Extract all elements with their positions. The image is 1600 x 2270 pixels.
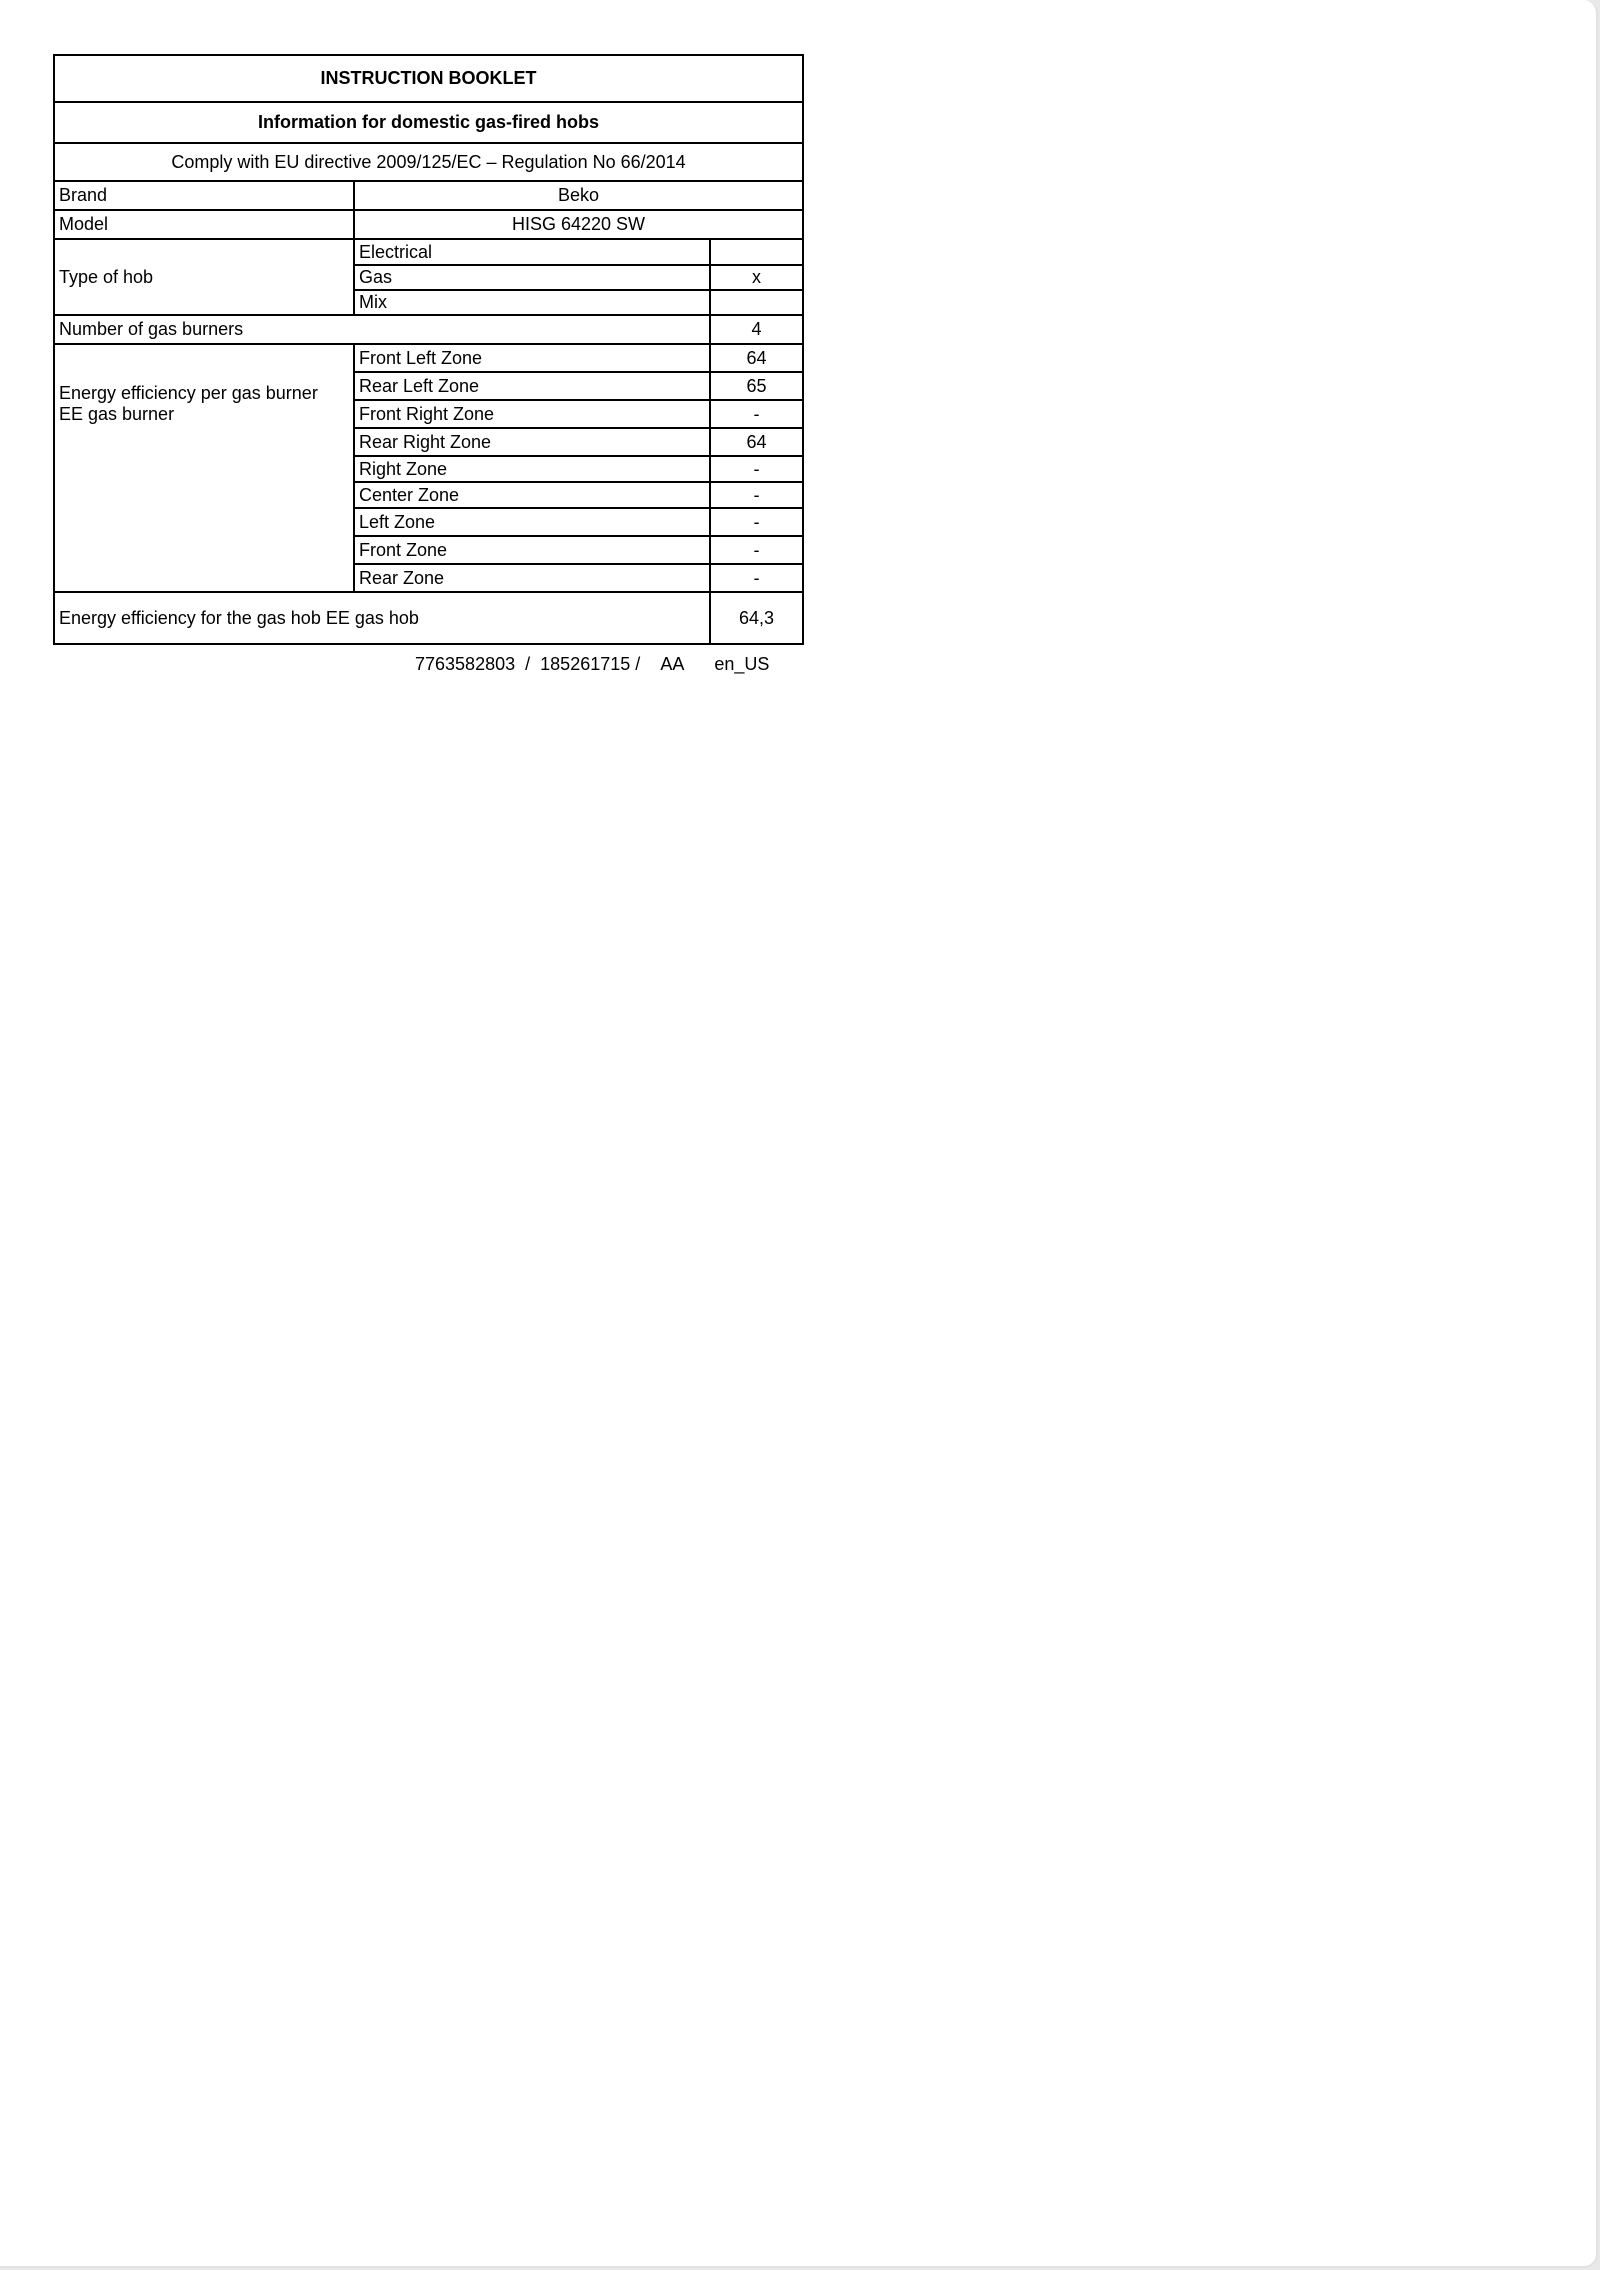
model-value: HISG 64220 SW bbox=[354, 210, 803, 239]
hob-type-option: Gas bbox=[354, 265, 710, 290]
zone-value: - bbox=[710, 400, 803, 428]
efficiency-label bbox=[54, 344, 354, 592]
hob-type-mark bbox=[710, 290, 803, 315]
burners-label: Number of gas burners bbox=[54, 315, 710, 344]
hob-type-option: Mix bbox=[354, 290, 710, 315]
zone-name: Center Zone bbox=[354, 482, 710, 508]
zone-name: Left Zone bbox=[354, 508, 710, 536]
zone-name: Front Left Zone bbox=[354, 344, 710, 372]
zone-name: Front Right Zone bbox=[354, 400, 710, 428]
hob-type-label: Type of hob bbox=[54, 239, 354, 315]
zone-value: - bbox=[710, 536, 803, 564]
hob-type-mark: x bbox=[710, 265, 803, 290]
footer-separator: / bbox=[635, 654, 641, 674]
zone-value: 64 bbox=[710, 344, 803, 372]
brand-value: Beko bbox=[354, 181, 803, 210]
footer-locale: en_US bbox=[714, 654, 770, 674]
footer-code-3: AA bbox=[660, 654, 685, 674]
footer-code-2: 185261715 bbox=[540, 654, 631, 674]
footer-separator: / bbox=[525, 654, 531, 674]
zone-name: Rear Right Zone bbox=[354, 428, 710, 456]
document-footer bbox=[415, 654, 769, 675]
model-label: Model bbox=[54, 210, 354, 239]
zone-name: Rear Left Zone bbox=[354, 372, 710, 400]
booklet-subtitle: Information for domestic gas-fired hobs bbox=[54, 102, 803, 143]
burners-value: 4 bbox=[710, 315, 803, 344]
efficiency-label-line2: EE gas burner bbox=[59, 404, 175, 424]
booklet-title: INSTRUCTION BOOKLET bbox=[54, 55, 803, 102]
zone-value: - bbox=[710, 482, 803, 508]
zone-value: - bbox=[710, 508, 803, 536]
hob-type-mark bbox=[710, 239, 803, 265]
brand-label: Brand bbox=[54, 181, 354, 210]
zone-value: - bbox=[710, 564, 803, 592]
product-info-table bbox=[53, 54, 804, 645]
zone-value: 65 bbox=[710, 372, 803, 400]
zone-value: 64 bbox=[710, 428, 803, 456]
hob-efficiency-label: Energy efficiency for the gas hob EE gas hob bbox=[54, 592, 710, 644]
zone-name: Right Zone bbox=[354, 456, 710, 482]
zone-name: Front Zone bbox=[354, 536, 710, 564]
efficiency-label-line1: Energy efficiency per gas burner bbox=[59, 383, 318, 403]
zone-name: Rear Zone bbox=[354, 564, 710, 592]
hob-type-option: Electrical bbox=[354, 239, 710, 265]
directive-note: Comply with EU directive 2009/125/EC – Regulation No 66/2014 bbox=[54, 143, 803, 181]
footer-code-1: 7763582803 bbox=[415, 654, 516, 674]
hob-efficiency-value: 64,3 bbox=[710, 592, 803, 644]
zone-value: - bbox=[710, 456, 803, 482]
